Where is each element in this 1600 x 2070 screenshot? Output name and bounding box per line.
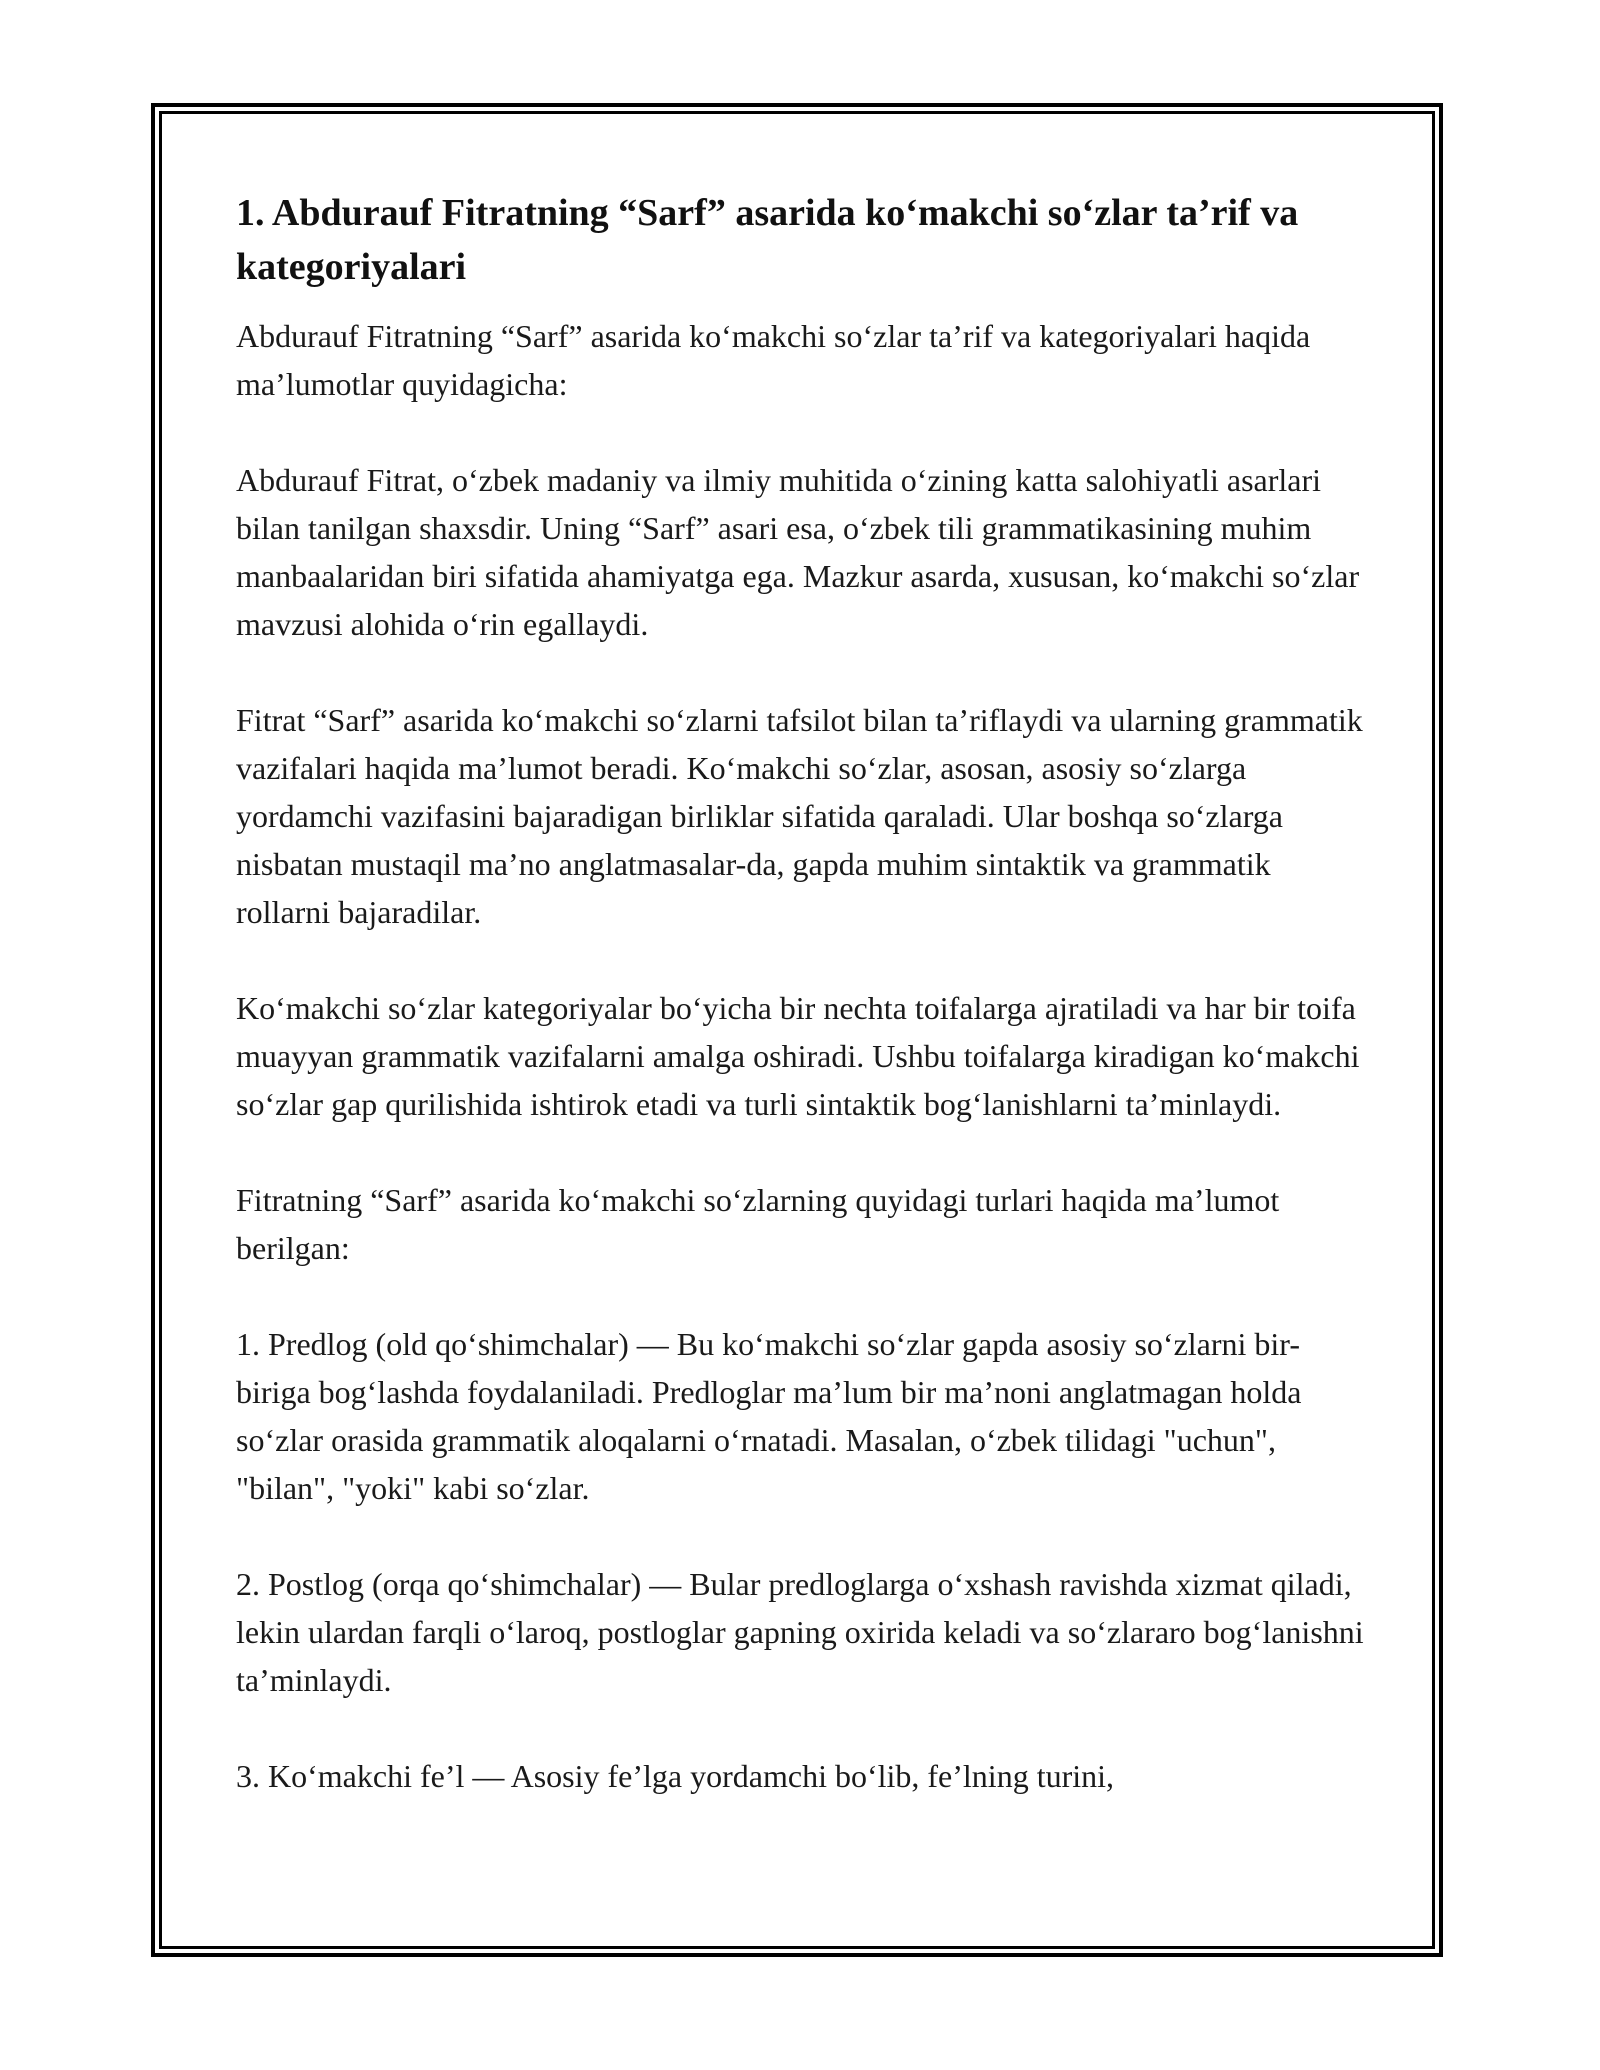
paragraph-categories: Ko‘makchi so‘zlar kategoriyalar bo‘yicha bir nechta toifalarga ajratiladi va har bir toifa muayyan grammatik vazifalarni amalga oshiradi. Ushbu toifalarga kiradigan ko‘makchi so‘zlar gap qurilishida ishtirok etadi va turli sintaktik bog‘lanishlarni ta’minlaydi. bbox=[236, 990, 1360, 1122]
list-item-predlog: 1. Predlog (old qo‘shimchalar) — Bu ko‘makchi so‘zlar gapda asosiy so‘zlarni bir-biriga bog‘lashda foydalaniladi. Predloglar ma’lum bir ma’noni anglatmagan holda so‘zlar orasida grammatik aloqalarni o‘rnatadi. Masalan, o‘zbek tilidagi "uchun", "bilan", "yoki" kabi so‘zlar. bbox=[236, 1326, 1302, 1506]
intro-paragraph: Abdurauf Fitratning “Sarf” asarida ko‘makchi so‘zlar ta’rif va kategoriyalari haqida ma’lumotlar quyidagicha: bbox=[236, 318, 1311, 402]
paragraph-types-intro: Fitratning “Sarf” asarida ko‘makchi so‘zlarning quyidagi turlari haqida ma’lumot berilgan: bbox=[236, 1182, 1280, 1266]
document-body bbox=[236, 186, 1366, 1800]
paragraph-author: Abdurauf Fitrat, o‘zbek madaniy va ilmiy muhitida o‘zining katta salohiyatli asarlari bilan tanilgan shaxsdir. Uning “Sarf” asari esa, o‘zbek tili grammatikasining muhim manbaalaridan biri sifatida ahamiyatga ega. Mazkur asarda, xususan, ko‘makchi so‘zlar mavzusi alohida o‘rin egallaydi. bbox=[236, 462, 1360, 642]
paragraph-definition: Fitrat “Sarf” asarida ko‘makchi so‘zlarni tafsilot bilan ta’riflaydi va ularning grammatik vazifalari haqida ma’lumot beradi. Ko‘makchi so‘zlar, asosan, asosiy so‘zlarga yordamchi vazifasini bajaradigan birliklar sifatida qaraladi. Ular boshqa so‘zlarga nisbatan mustaqil ma’no anglatmasalar-da, gapda muhim sintaktik va grammatik rollarni bajaradilar. bbox=[236, 702, 1363, 930]
section-heading: 1. Abdurauf Fitratning “Sarf” asarida ko‘makchi so‘zlar ta’rif va kategoriyalari bbox=[236, 192, 1299, 288]
list-item-postlog: 2. Postlog (orqa qo‘shimchalar) — Bular predloglarga o‘xshash ravishda xizmat qiladi, lekin ulardan farqli o‘laroq, postloglar gapning oxirida keladi va so‘zlararo bog‘lanishni ta’minlaydi. bbox=[236, 1566, 1364, 1698]
list-item-komakchi-fel: 3. Ko‘makchi fe’l — Asosiy fe’lga yordamchi bo‘lib, fe’lning turini, bbox=[236, 1758, 1115, 1794]
